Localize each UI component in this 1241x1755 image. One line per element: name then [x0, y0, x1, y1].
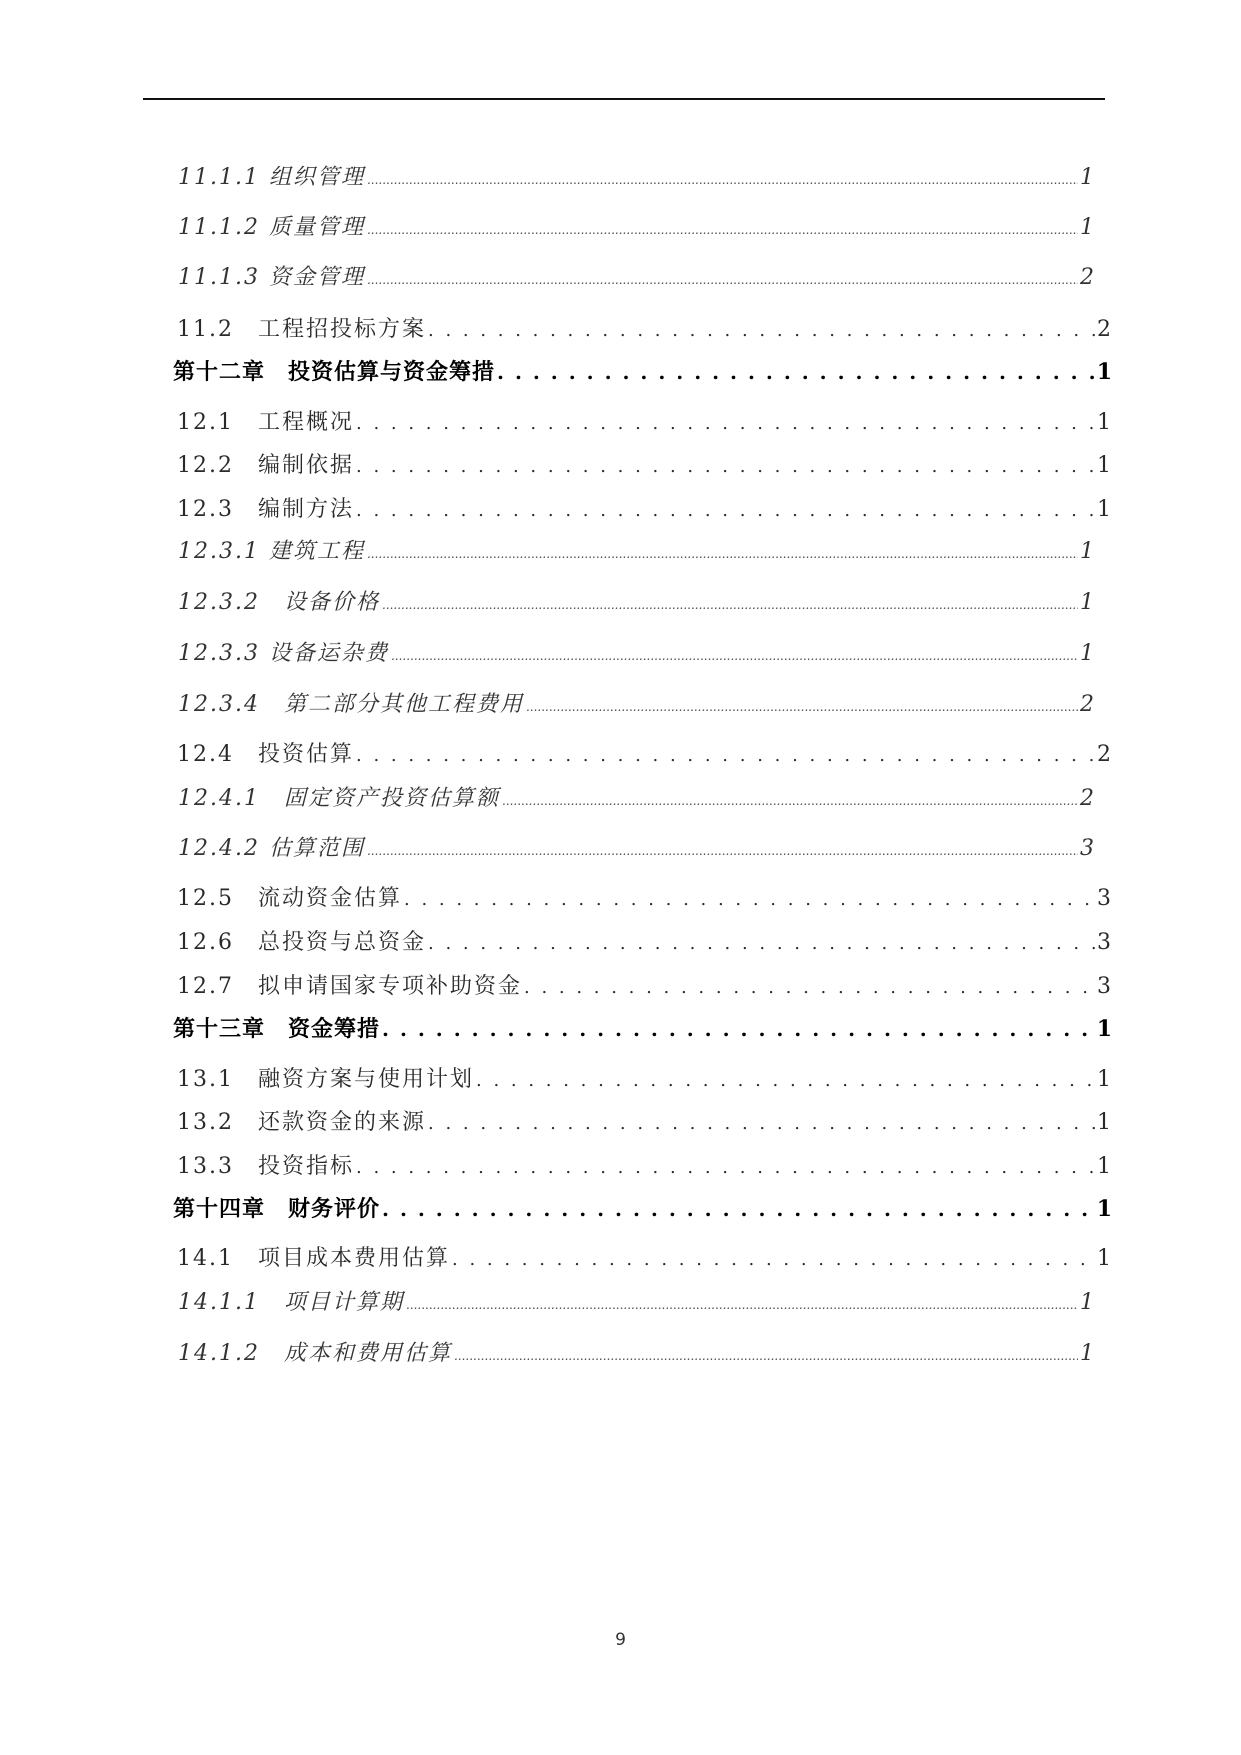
toc-entry-page: 1 — [1097, 1067, 1113, 1092]
toc-entry-page: 1 — [1096, 359, 1113, 385]
toc-entry-title: 11.2 工程招投标方案 — [177, 317, 426, 342]
dot-leader — [497, 360, 1095, 384]
toc-entry-page: 1 — [1097, 497, 1113, 522]
toc-entry-page: 1 — [1080, 215, 1096, 240]
toc-chapter-entry — [173, 1192, 1113, 1223]
toc-entry — [177, 737, 1113, 768]
dot-leader — [356, 745, 1095, 766]
toc-entry — [177, 448, 1113, 479]
toc-entry-page: 1 — [1097, 1110, 1113, 1135]
toc-entry — [177, 925, 1113, 956]
toc-entry — [178, 1336, 1096, 1367]
toc-entry-page: 3 — [1097, 930, 1113, 955]
toc-entry-title: 第十四章 财务评价 — [173, 1196, 381, 1222]
toc-entry-page: 3 — [1080, 836, 1096, 861]
toc-entry — [177, 405, 1113, 436]
toc-entry-page: 2 — [1097, 317, 1113, 342]
toc-entry-title: 12.5 流动资金估算 — [177, 886, 402, 911]
toc-entry-title: 12.3 编制方法 — [177, 497, 354, 522]
toc-entry — [177, 881, 1113, 912]
toc-entry — [178, 831, 1096, 862]
toc-entry-page: 2 — [1080, 786, 1096, 811]
toc-entry-title: 14.1.2 成本和费用估算 — [178, 1341, 452, 1366]
dot-leader — [367, 547, 1078, 561]
dot-leader — [428, 320, 1095, 341]
toc-entry-page: 3 — [1097, 974, 1113, 999]
page-number: 9 — [615, 1630, 626, 1650]
dot-leader — [404, 889, 1095, 910]
toc-entry-title: 第十三章 资金筹措 — [173, 1016, 381, 1042]
dot-leader — [476, 1070, 1095, 1091]
toc-entry-title: 12.2 编制依据 — [177, 453, 354, 478]
dot-leader — [356, 500, 1095, 521]
toc-entry — [177, 969, 1113, 1000]
toc-entry-title: 12.4.1 固定资产投资估算额 — [178, 786, 500, 811]
toc-entry — [177, 312, 1113, 343]
toc-entry-page: 2 — [1097, 742, 1113, 767]
toc-entry-page: 1 — [1097, 1246, 1113, 1271]
toc-entry-title: 14.1 项目成本费用估算 — [177, 1246, 450, 1271]
dot-leader — [428, 933, 1095, 954]
toc-entry — [178, 260, 1096, 291]
toc-chapter-entry — [173, 1012, 1113, 1043]
toc-entry-title: 13.1 融资方案与使用计划 — [177, 1067, 474, 1092]
dot-leader — [526, 700, 1078, 714]
toc-entry-title: 13.2 还款资金的来源 — [177, 1110, 426, 1135]
toc-entry-title: 12.3.3 设备运杂费 — [178, 641, 389, 666]
toc-entry-title: 13.3 投资指标 — [177, 1154, 354, 1179]
toc-entry-page: 1 — [1097, 410, 1113, 435]
toc-entry — [178, 636, 1096, 667]
toc-entry-page: 1 — [1080, 641, 1096, 666]
dot-leader — [452, 1249, 1095, 1270]
dot-leader — [502, 794, 1078, 808]
toc-entry-title: 11.1.1 组织管理 — [178, 165, 365, 190]
dot-leader — [382, 1017, 1095, 1041]
dot-leader — [367, 173, 1078, 187]
toc-entry-page: 1 — [1080, 165, 1096, 190]
toc-entry-page: 1 — [1080, 1341, 1096, 1366]
dot-leader — [406, 1298, 1078, 1312]
toc-entry-title: 12.7 拟申请国家专项补助资金 — [177, 974, 522, 999]
toc-entry — [177, 1241, 1113, 1272]
toc-entry-title: 14.1.1 项目计算期 — [178, 1290, 404, 1315]
dot-leader — [367, 273, 1078, 287]
toc-entry-title: 12.6 总投资与总资金 — [177, 930, 426, 955]
toc-entry — [178, 210, 1096, 241]
dot-leader — [356, 456, 1095, 477]
toc-entry — [178, 585, 1096, 616]
toc-entry-page: 2 — [1080, 692, 1096, 717]
toc-entry-title: 12.4 投资估算 — [177, 742, 354, 767]
toc-entry — [177, 1105, 1113, 1136]
dot-leader — [454, 1349, 1078, 1363]
dot-leader — [367, 223, 1078, 237]
toc-entry-page: 1 — [1096, 1016, 1113, 1042]
dot-leader — [356, 1157, 1095, 1178]
dot-leader — [391, 649, 1078, 663]
toc-entry-title: 12.3.2 设备价格 — [178, 590, 380, 615]
toc-entry-title: 12.3.1 建筑工程 — [178, 539, 365, 564]
dot-leader — [367, 844, 1078, 858]
dot-leader — [356, 413, 1095, 434]
toc-entry — [178, 534, 1096, 565]
toc-entry — [178, 687, 1096, 718]
toc-entry-page: 1 — [1080, 1290, 1096, 1315]
toc-entry — [177, 492, 1113, 523]
toc-entry-title: 12.1 工程概况 — [177, 410, 354, 435]
toc-entry — [177, 1149, 1113, 1180]
toc-entry-page: 1 — [1080, 590, 1096, 615]
toc-entry-title: 12.3.4 第二部分其他工程费用 — [178, 692, 524, 717]
toc-entry-page: 1 — [1096, 1196, 1113, 1222]
toc-entry-page: 1 — [1080, 539, 1096, 564]
toc-entry-page: 1 — [1097, 1154, 1113, 1179]
toc-entry — [177, 1062, 1113, 1093]
toc-entry-page: 2 — [1080, 265, 1096, 290]
toc-entry-title: 11.1.2 质量管理 — [178, 215, 365, 240]
toc-entry-page: 3 — [1097, 886, 1113, 911]
toc-entry-title: 12.4.2 估算范围 — [178, 836, 365, 861]
dot-leader — [428, 1113, 1095, 1134]
dot-leader — [524, 977, 1095, 998]
toc-entry — [178, 160, 1096, 191]
toc-entry — [178, 781, 1096, 812]
toc-chapter-entry — [173, 355, 1113, 386]
dot-leader — [382, 1197, 1095, 1221]
toc-entry — [178, 1285, 1096, 1316]
toc-entry-page: 1 — [1097, 453, 1113, 478]
toc-entry-title: 11.1.3 资金管理 — [178, 265, 365, 290]
toc-entry-title: 第十二章 投资估算与资金筹措 — [173, 359, 496, 385]
dot-leader — [382, 598, 1078, 612]
